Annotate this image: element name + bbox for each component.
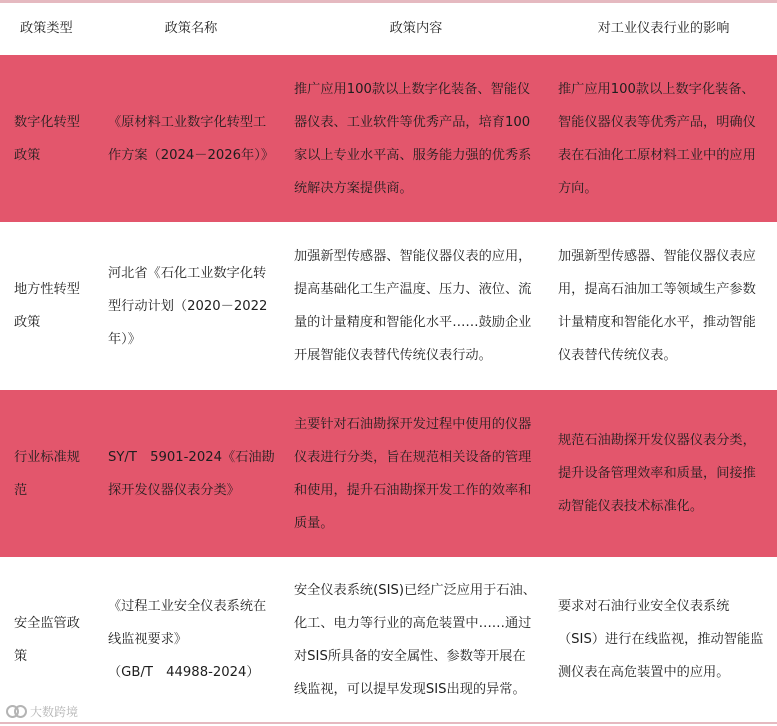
cell-policy-type: 数字化转型政策: [0, 55, 100, 223]
table-row: [0, 223, 777, 390]
cell-policy-type: 行业标准规范: [0, 390, 100, 558]
cell-industry-impact: 要求对石油行业安全仪表系统（SIS）进行在线监视，推动智能监测仪表在高危装置中的应用。: [550, 558, 777, 722]
header-industry-impact: 对工业仪表行业的影响: [597, 21, 730, 36]
table-row: [0, 55, 777, 223]
cell-policy-name: 《原材料工业数字化转型工作方案（2024－2026年）》: [100, 55, 282, 223]
table-row: [0, 558, 777, 722]
table-header-row: [0, 3, 777, 55]
cell-policy-name: [100, 558, 282, 722]
bottom-rule: [0, 722, 777, 724]
cell-policy-content: 主要针对石油勘探开发过程中使用的仪器仪表进行分类，旨在规范相关设备的管理和使用，提升石油勘探开发工作的效率和质量。: [282, 390, 550, 558]
cell-industry-impact: 规范石油勘探开发仪器仪表分类，提升设备管理效率和质量，间接推动智能仪表技术标准化。: [550, 390, 777, 558]
header-policy-type: 政策类型: [20, 21, 73, 36]
cell-policy-name: SY/T 5901-2024《石油勘探开发仪器仪表分类》: [100, 390, 282, 558]
header-policy-name: 政策名称: [164, 21, 218, 36]
policy-table: [0, 3, 777, 722]
policy-name-code: （GB/T 44988-2024）: [108, 665, 260, 681]
policy-name-title: 《过程工业安全仪表系统在线监视要求》: [108, 599, 267, 648]
table-row: [0, 390, 777, 558]
watermark-logo-icon: [6, 703, 28, 719]
header-policy-content: 政策内容: [389, 21, 443, 36]
watermark: [6, 701, 78, 721]
watermark-text: 大数跨境: [30, 704, 79, 719]
cell-policy-content: 加强新型传感器、智能仪器仪表的应用，提高基础化工生产温度、压力、液位、流量的计量精度和智能化水平……鼓励企业开展智能仪表替代传统仪表行动。: [282, 223, 550, 390]
cell-policy-content: 推广应用100款以上数字化装备、智能仪器仪表、工业软件等优秀产品，培育100家以上专业水平高、服务能力强的优秀系统解决方案提供商。: [282, 55, 550, 223]
cell-industry-impact: 推广应用100款以上数字化装备、智能仪器仪表等优秀产品，明确仪表在石油化工原材料工业中的应用方向。: [550, 55, 777, 223]
cell-industry-impact: 加强新型传感器、智能仪器仪表应用，提高石油加工等领域生产参数计量精度和智能化水平，推动智能仪表替代传统仪表。: [550, 223, 777, 390]
cell-policy-content: 安全仪表系统(SIS)已经广泛应用于石油、化工、电力等行业的高危装置中……通过对SIS所具备的安全属性、参数等开展在线监视，可以提早发现SIS出现的异常。: [282, 558, 550, 722]
cell-policy-type: 安全监管政策: [0, 558, 100, 722]
cell-policy-type: 地方性转型政策: [0, 223, 100, 390]
cell-policy-name: 河北省《石化工业数字化转型行动计划（2020－2022年）》: [100, 223, 282, 390]
